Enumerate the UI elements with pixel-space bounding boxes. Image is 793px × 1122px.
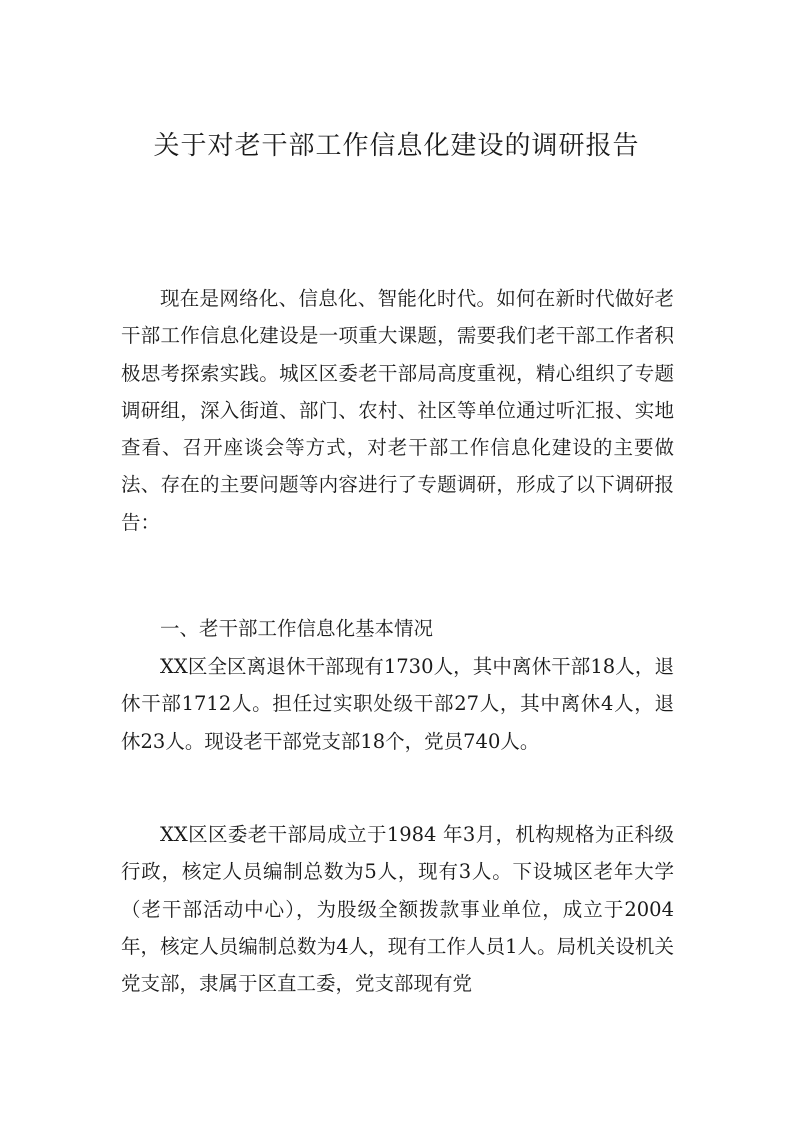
- section-paragraph-2: XX区区委老干部局成立于1984 年3月，机构规格为正科级行政，核定人员编制总数为5人，现有3人。下设城区老年大学（老干部活动中心），为股级全额拨款事业单位，成立于2004年，核定人员编制总数为4人，现有工作人员1人。局机关设机关党支部，隶属于区直工委，党支部现有党: [121, 823, 674, 996]
- section-paragraph-1: XX区全区离退休干部现有1730人，其中离休干部18人，退休干部1712人。担任过实职处级干部27人，其中离休4人，退休23人。现设老干部党支部18个，党员740人。: [121, 655, 674, 753]
- document-title: 关于对老干部工作信息化建设的调研报告: [153, 131, 640, 161]
- section-heading: 一、老干部工作信息化基本情况: [160, 617, 434, 640]
- intro-paragraph: 现在是网络化、信息化、智能化时代。如何在新时代做好老干部工作信息化建设是一项重大课题，需要我们老干部工作者积极思考探索实践。城区区委老干部局高度重视，精心组织了专题调研组，深入街道、部门、农村、社区等单位通过听汇报、实地查看、召开座谈会等方式，对老干部工作信息化建设的主要做法、存在的主要问题等内容进行了专题调研，形成了以下调研报告：: [121, 287, 674, 534]
